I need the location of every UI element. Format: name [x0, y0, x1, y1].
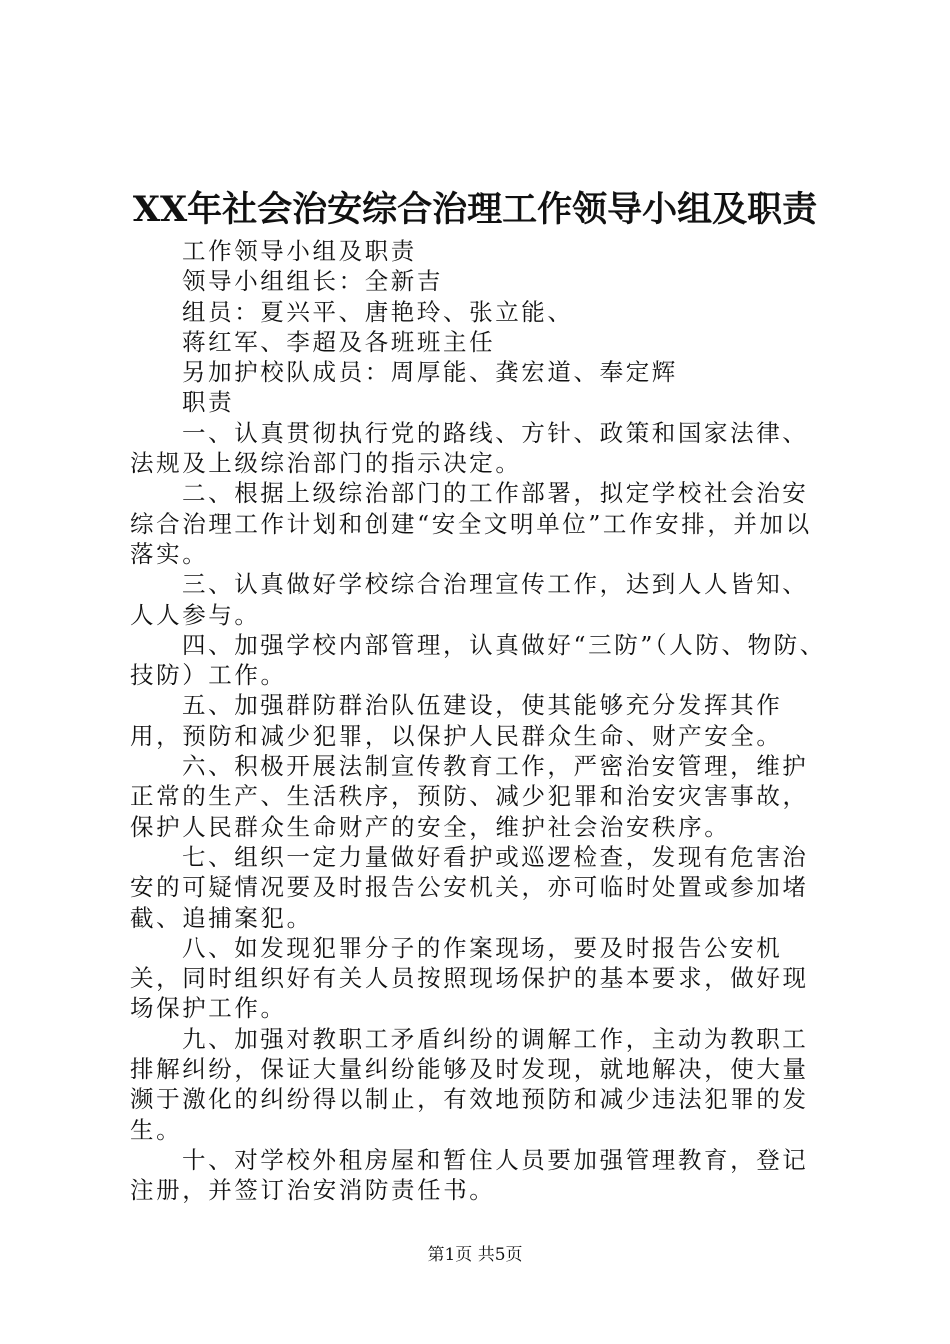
duty-item-3: 三、认真做好学校综合治理宣传工作，达到人人皆知、人人参与。: [130, 570, 809, 629]
duty-item-8: 八、如发现犯罪分子的作案现场，要及时报告公安机关，同时组织好有关人员按照现场保护的基本要求，做好现场保护工作。: [130, 933, 809, 1023]
duty-item-7: 七、组织一定力量做好看护或巡逻检查，发现有危害治安的可疑情况要及时报告公安机关，亦可临时处置或参加堵截、追捕案犯。: [130, 842, 809, 932]
duty-item-6: 六、积极开展法制宣传教育工作，严密治安管理，维护正常的生产、生活秩序，预防、减少犯罪和治安灾害事故，保护人民群众生命财产的安全，维护社会治安秩序。: [130, 752, 809, 841]
duty-item-1: 一、认真贯彻执行党的路线、方针、政策和国家法律、法规及上级综治部门的指示决定。: [130, 418, 809, 478]
paragraph-duties-heading: 职责: [182, 388, 235, 417]
document-title: XX年社会治安综合治理工作领导小组及职责: [132, 189, 818, 230]
paragraph-members: 组员：夏兴平、唐艳玲、张立能、: [182, 297, 574, 326]
duty-item-4: 四、加强学校内部管理，认真做好“三防”（人防、物防、技防）工作。: [130, 630, 826, 690]
paragraph-leader: 领导小组组长：全新吉: [182, 267, 443, 296]
paragraph-patrol-members: 另加护校队成员：周厚能、龚宏道、奉定辉: [182, 358, 678, 387]
document-body: [130, 236, 830, 1206]
paragraph-members-continued: 蒋红军、李超及各班班主任: [182, 327, 496, 356]
duty-item-10: 十、对学校外租房屋和暂住人员要加强管理教育，登记注册，并签订治安消防责任书。: [130, 1145, 809, 1205]
duty-item-9: 九、加强对教职工矛盾纠纷的调解工作，主动为教职工排解纠纷，保证大量纠纷能够及时发现，就地解决，使大量濒于激化的纠纷得以制止，有效地预防和减少违法犯罪的发生。: [130, 1024, 809, 1144]
duty-item-5: 五、加强群防群治队伍建设，使其能够充分发挥其作用，预防和减少犯罪，以保护人民群众生命、财产安全。: [130, 691, 783, 750]
page-number: 第1页 共5页: [427, 1245, 523, 1265]
paragraph-heading: 工作领导小组及职责: [182, 237, 417, 265]
duty-item-2: 二、根据上级综治部门的工作部署，拟定学校社会治安综合治理工作计划和创建“安全文明单位”工作安排，并加以落实。: [130, 479, 812, 568]
